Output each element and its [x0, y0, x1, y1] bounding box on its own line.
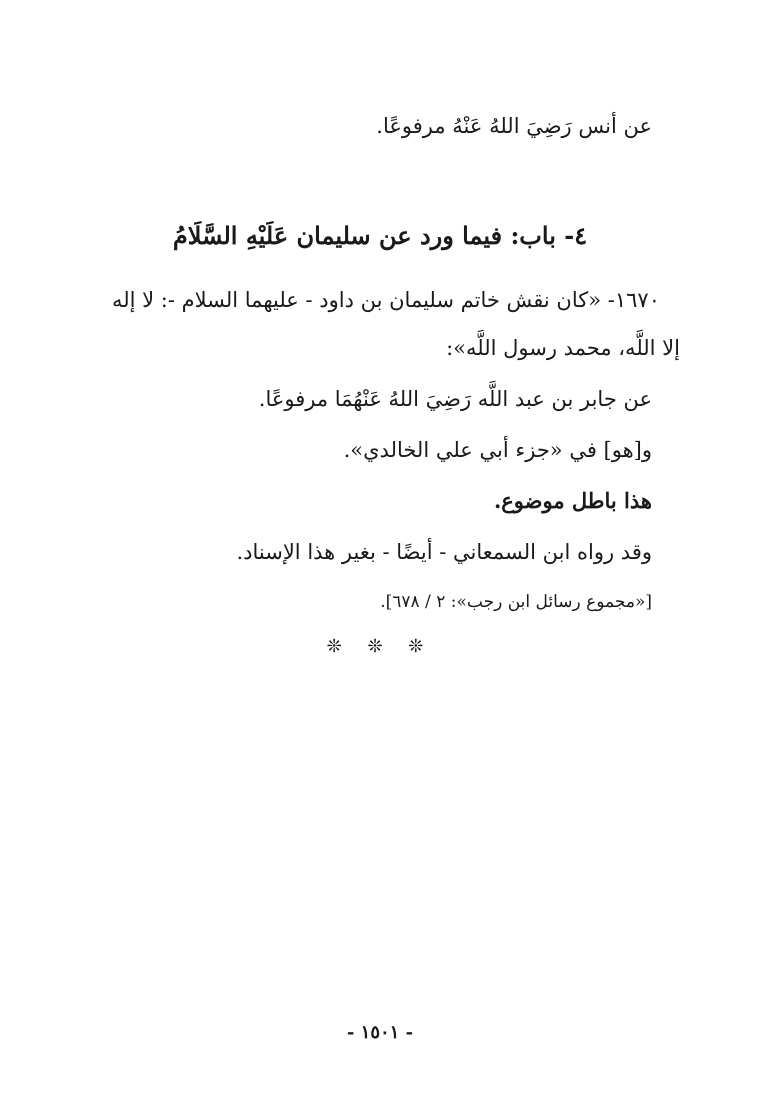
- section-separator: ❊ ❊ ❊: [326, 636, 434, 657]
- text-line-source: و[هو] في «جزء أبي علي الخالدي».: [343, 438, 652, 462]
- text-line-jabir: عن جابر بن عبد اللَّه رَضِيَ اللهُ عَنْهُمَا مرفوعًا.: [258, 387, 652, 411]
- page-number: - ١٥٠١ -: [346, 1022, 414, 1043]
- text-line-anas: عن أنس رَضِيَ اللهُ عَنْهُ مرفوعًا.: [376, 114, 652, 138]
- text-line-verdict: هذا باطل موضوع.: [493, 488, 652, 513]
- chapter-heading: ٤- باب: فيما ورد عن سليمان عَلَيْهِ السَّلَامُ: [172, 221, 588, 250]
- text-line-narration: وقد رواه ابن السمعاني - أيضًا - بغير هذا الإسناد.: [236, 540, 652, 564]
- hadith-text-part-2: إلا اللَّه، محمد رسول اللَّه»:: [446, 336, 680, 360]
- reference-note: [«مجموع رسائل ابن رجب»: ٢ / ٦٧٨].: [380, 592, 652, 612]
- hadith-text-part-1: ١٦٧٠- «كان نقش خاتم سليمان بن داود - عليهما السلام -: لا إله: [111, 288, 660, 312]
